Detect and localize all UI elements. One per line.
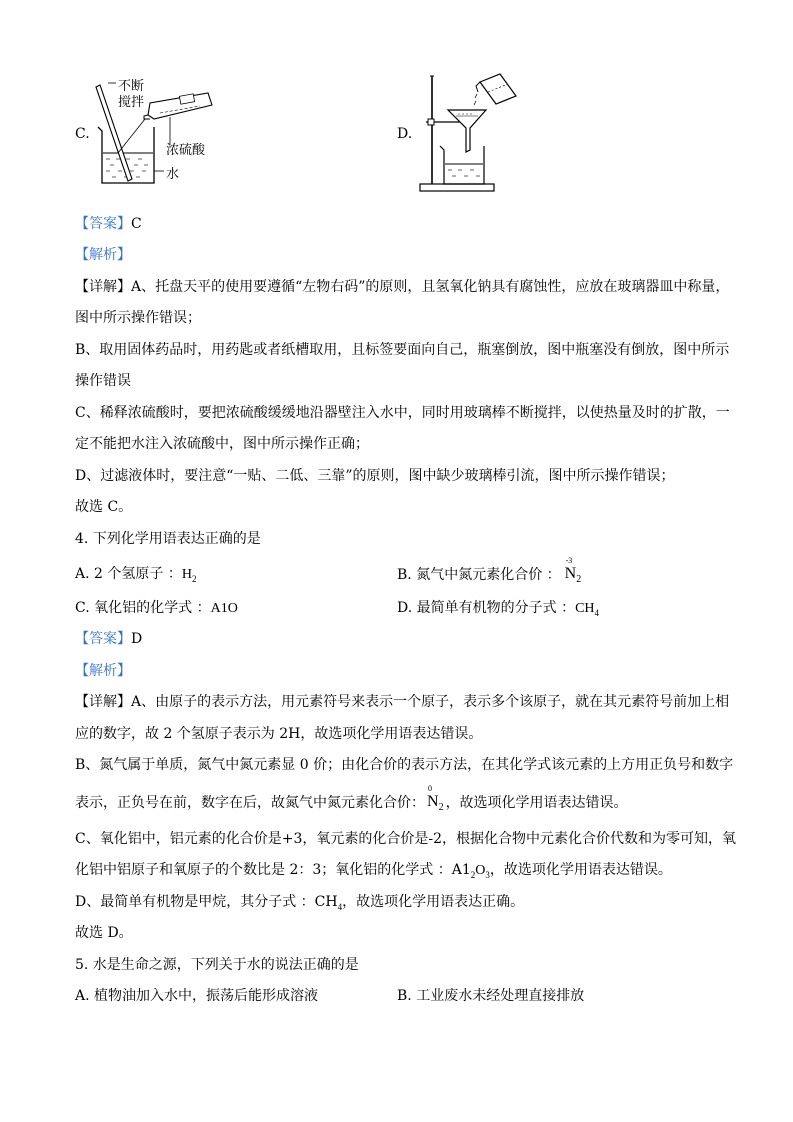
element-sub: 2	[576, 574, 582, 585]
water-label: 水	[166, 167, 180, 182]
option-a-label: A. 2 个氢原子 ：	[75, 566, 182, 582]
q4-conclusion: 故选 D。	[75, 925, 133, 941]
ch4-sub: 4	[337, 901, 343, 912]
al-sub: 2	[470, 869, 476, 880]
q4-detail-c2	[75, 861, 672, 884]
option-a-formula: H	[181, 567, 192, 582]
q4-detail-c1: C、氧化铝中，铝元素的化合价是+3，氧元素的化合价是-2，根据化合物中元素化合价代数和为零可知，氧	[75, 831, 736, 847]
analysis-tag: 【解析】	[75, 663, 131, 679]
q5-option-b: B. 工业废水未经处理直接排放	[397, 988, 585, 1004]
dilution-figure	[88, 75, 228, 190]
q4-text-c2-pre: 化铝中铝原子和氧原子的个数比是 2：3；氧化铝的化学式 ：A1	[75, 862, 471, 878]
q4-detail-a2: 应的数字，故 2 个氢原子表示为 2H，故选项化学用语表达错误。	[75, 726, 483, 742]
stir-label-2: 搅拌	[118, 95, 145, 110]
option-d-formula: CH	[575, 601, 595, 616]
q5-stem: 5. 水是生命之源，下列关于水的说法正确的是	[75, 957, 359, 973]
q4-option-b	[397, 556, 582, 585]
detail-tag: 【详解】	[75, 694, 131, 710]
option-a-sub: 2	[191, 573, 197, 584]
analysis-tag: 【解析】	[75, 247, 131, 263]
option-c-formula: A1O	[210, 601, 238, 616]
pouring-beaker	[480, 74, 516, 104]
option-b-valence-formula	[564, 556, 582, 585]
q3-detail-c2: 定不能把水注入浓硫酸中，图中所示操作正确；	[75, 436, 369, 452]
liquid-drops	[474, 94, 477, 105]
element-symbol: N	[427, 793, 439, 810]
q3-detail-b2: 操作错误	[75, 373, 131, 389]
q4-detail-a1	[75, 693, 729, 711]
element-symbol: N	[564, 565, 577, 582]
nitrogen-zero-valence	[427, 784, 444, 813]
answer-tag: 【答案】	[75, 216, 131, 232]
q4-text-a1: A、由原子的表示方法，用元素符号来表示一个原子，表示多个该原子，就在其元素符号前加上相	[131, 694, 730, 710]
detail-tag: 【详解】	[75, 279, 131, 295]
q3-detail-c1: C、稀释浓硫酸时，要把浓硫酸缓缓地沿器壁注入水中，同时用玻璃棒不断搅拌，以使热量及时的扩散，一	[75, 405, 730, 421]
option-b-label: B. 氮气中氮元素化合价 ：	[397, 567, 561, 583]
q3-detail-a2: 图中所示操作错误；	[75, 310, 201, 326]
option-d-label: D. 最简单有机物的分子式 ：	[397, 600, 576, 616]
o-sub: 3	[485, 869, 490, 880]
q5-option-a: A. 植物油加入水中，振荡后能形成溶液	[75, 988, 319, 1004]
q4-answer-line	[75, 630, 142, 648]
answer-value: C	[131, 216, 142, 232]
acid-label: 浓硫酸	[166, 143, 206, 158]
figure-d-label: D.	[397, 126, 413, 142]
q4-text-d1-pre: D、最简单有机物是甲烷，其分子式 ：CH	[75, 894, 338, 910]
receiving-beaker	[440, 146, 484, 184]
q3-conclusion: 故选 C。	[75, 499, 133, 515]
stir-label-1: 不断	[118, 79, 145, 94]
q4-option-c	[75, 599, 238, 618]
acid-stream	[118, 119, 145, 153]
q4-option-d	[397, 599, 599, 622]
option-d-sub: 4	[594, 607, 600, 618]
option-c-label: C. 氧化铝的化学式 ：	[75, 600, 211, 616]
q4-detail-d1	[75, 893, 524, 916]
answer-tag: 【答案】	[75, 631, 131, 647]
stand-base	[420, 184, 494, 191]
q4-detail-b1: B、氮气属于单质，氮气中氮元素显 0 价；由化合价的表示方法，在其化学式该元素的上方用正负号和数字	[75, 757, 734, 773]
element-sub: 2	[438, 802, 444, 813]
filtration-figure	[414, 72, 534, 194]
q4-text-c2-post: ，故选项化学用语表达错误。	[489, 862, 672, 878]
q4-text-b2-post: ，故选项化学用语表达错误。	[445, 795, 628, 811]
figure-c-label: C.	[75, 126, 90, 142]
funnel	[448, 110, 486, 152]
q4-text-d1-post: ，故选项化学用语表达正确。	[342, 894, 525, 910]
oxygen-symbol: O	[475, 863, 486, 878]
valence-mark: 0	[428, 784, 432, 793]
q4-option-a	[75, 565, 196, 588]
q4-detail-b2	[75, 784, 628, 813]
q3-text-a1: A、托盘天平的使用要遵循“左物右码”的原则，且氢氧化钠具有腐蚀性，应放在玻璃器皿中称量，	[131, 279, 730, 295]
q4-stem: 4. 下列化学用语表达正确的是	[75, 531, 261, 547]
q3-detail-b1: B、取用固体药品时，用药匙或者纸槽取用，且标签要面向自己，瓶塞倒放，图中瓶塞没有倒放，图中所示	[75, 342, 730, 358]
q4-text-b2-pre: 表示，正负号在前，数字在后，故氮气中氮元素化合价：	[75, 795, 425, 811]
q3-answer-line	[75, 215, 142, 233]
q3-detail-d1: D、过滤液体时，要注意“一贴、二低、三靠”的原则，图中缺少玻璃棒引流，图中所示操作错误；	[75, 468, 675, 484]
answer-value: D	[131, 631, 143, 647]
valence-mark: -3	[565, 556, 573, 565]
q3-detail-a1	[75, 278, 729, 296]
